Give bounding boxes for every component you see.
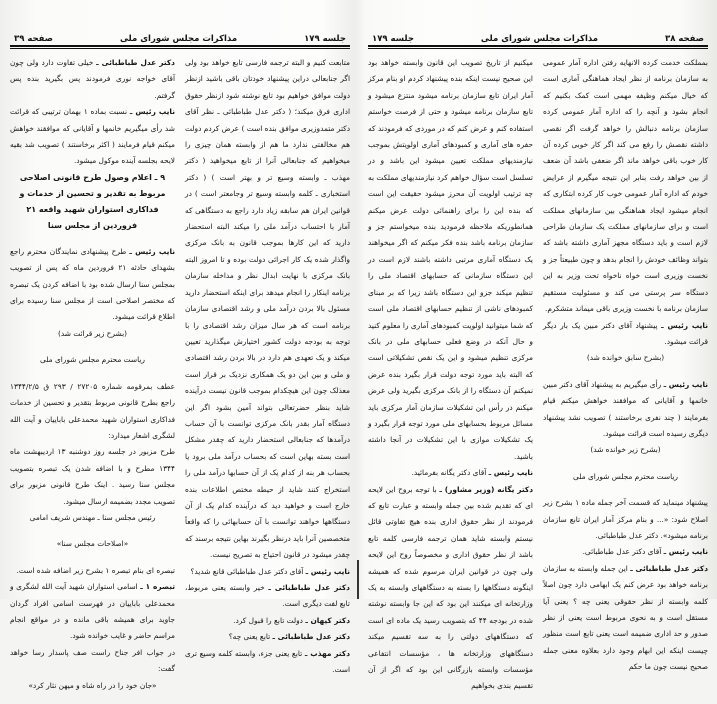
speaker-name: دکتر عدل طباطبائی ـ xyxy=(272,632,350,642)
session-label: جلسه ۱۷۹ xyxy=(304,34,346,44)
speech-paragraph xyxy=(368,465,533,481)
speaker-name: نایب رئیس ـ xyxy=(488,468,533,478)
speech-paragraph xyxy=(368,482,533,695)
speech-paragraph xyxy=(10,104,175,170)
column-right xyxy=(185,55,350,704)
speech-text: تابع یعنی چه؟ xyxy=(228,632,271,642)
body-paragraph: طرح مزبور در جلسه روز دوشنبه ۱۳ اردیبهشت ماه ۱۳۴۴ مطرح و با اضافه شدن یک تبصره بتصویب مجلس سنا رسید . اینک طرح قانونی مزبور برای تصویب مجدد بضمیمه ارسال میشود. xyxy=(10,447,175,506)
speech-paragraph xyxy=(543,544,708,560)
speech-text: آقای دکتر عدل طباطبائی. xyxy=(582,547,662,557)
centered-line: «جان خود را در راه شاه و میهن نثار کرد» xyxy=(28,680,157,690)
speaker-name: دکتر کیهان ـ xyxy=(305,615,350,625)
page-header xyxy=(10,28,350,47)
body-paragraph: پیشنهاد مینماید که قسمت آخر جمله ماده ۱ بشرح زیر اصلاح شود: «... و بنام مرکز آمار ایران تابع سازمان برنامه میشود». دکتر عدل طباطبائی. xyxy=(543,498,708,540)
page-columns xyxy=(10,55,350,704)
session-label: جلسه ۱۷۹ xyxy=(372,34,414,44)
speaker-name: نایب رئیس ـ xyxy=(663,379,708,389)
speaker-name: نایب رئیس ـ xyxy=(129,246,175,256)
speaker-name: نایب رئیس ـ xyxy=(129,107,175,117)
speech-text: تابع یعنی جزء، وابسته کلمه وسیع تری است. xyxy=(185,648,350,675)
spacer xyxy=(543,485,708,495)
body-paragraph: متابعت کنیم و البته ترجمه فارسی تابع خواهد بود ولی اگر جنابعالی دراین پیشنهاد خودتان باقی باشید ازنظر دولت موافق خواهیم بود تابع نوشته شود ازنظر حقوق اداری فرق میکند؛ ( دکتر عدل طباطبائی ـ نظر آقای دکتر متمدوزیری موافق بنده است ) عرض کردم دولت هم مخالفتی ندارد ما هم از وابسته همان چیزی را میخواهیم که جنابعالی آنرا از تابع میخواهید ( دکتر مهذب ـ وابسته وسیع تر و بهتر است ) ( دکتر استخباری ـ کلمه وابسته وسیع تر وجامعتر است ) در قوانین ایران هم سابقه زیاد دارد راجع به دستگاهی که آمار با احتساب درآمد ملی را میکند البته استحضار دارید که این کارها بموجب قانون به بانک مرکزی واگذار شده یک کار اجرائی دولت بوده و تا امروز البته بانک مرکزی با نهایت ابدال نظر و مداخله سازمان برنامه اینکار را انجام میدهد برای اینکه استحضار دارید مسئول بالا بردن درآمد ملی و رشد اقتصادی سازمان برنامه است که هر سال میزان رشد اقتصادی را با توجه به بودجه دولت کشور اختیارش میگذارید تعیین میکند و یک تعهدی هم دارد در بالا بردن رشد اقتصادی و ملی و بین این دو یک همکاری نزدیک بر قرار است معذلک چون این هیچکدام بموجب قانون نیست درآینده شاید بنظر حضرتعالی بتواند آمین بشود اگر این دستگاه آمار بقدر بانک مرکزی توانست با آن حساب درآمدها که جنابعالی استحضار دارید که چقدر مشکل است بسته بهاین است که بحساب درآمد ملی برود یا بحساب هر بنه از کدام یک از آن حسابها درآمد ملی را استخراج کنند شاید از حیطه مختص اطلاعات بنده خارج است و خواهید دید که درآینده کدام یک از آن دستگاهها خواهند توانست با آن حسابهائی را که واقعاً متخصصین آنرا باید درنظر بگیرند بهاین نتیجه برسند که چقدر میشود در قانون احتیاج به تصریح نیست. xyxy=(185,58,350,560)
speech-paragraph xyxy=(185,629,350,645)
speaker-name: تبصره ۱ ـ xyxy=(140,582,175,592)
section-heading: ۹ ـ اعلام وصول طرح قانونی اصلاحی مربوط به تقدیر و تحسین از خدمات و فداکاری استواران شهید واقعه ۲۱ فروردین از مجلس سنا xyxy=(19,172,166,230)
spacer xyxy=(543,459,708,469)
speaker-name: دکتر عدل طباطبائی ـ xyxy=(630,563,708,573)
page-gutter xyxy=(357,560,359,599)
centered-line: ریاست محترم مجلس شورای ملی xyxy=(573,471,678,481)
body-paragraph: عطف بمرقومه شماره ۲۷۲۰۵ / ۲۹۳ ق ۱۳۴۴/۲/۵ راجع بطرح قانونی مربوط بتقدیر و تحسین از خدمات فداکاری استواران شهید محمدعلی باباییان و آیت الله لشگری اشعار میدارد: xyxy=(10,381,175,440)
centered-line: (بشرح سابق خوانده شد) xyxy=(586,353,665,363)
centered-line: ریاست محترم مجلس شورای ملی xyxy=(40,355,145,365)
speech-text: با توجه بروح این لایحه ای که تقدیم شده بین جمله وابسته و عبارت تابع که فرمودند از نظر حقوق اداری بنده هیچ تفاوتی قائل نیستم وابسته شاید همان ترجمه فارسی کلمه تابع باشد از نظر حقوق اداری و مخصوصاً روح این لایحه ولی چون در قوانین ایران مرسوم شده که همیشه اینگونه دستگاهها را بسته به دستگاههای وابسته به یک وزارتخانه ای میکنند این بود که این جا وابسته نوشته شده در بودجه ۴۴ که بتصویب رسید یک ماده ای است که دستگاههای دولتی را به سه تقسیم میکند دستگاههای وزارتخانه ها ، مؤسسات انتفاعی مؤسسات وابسته بازرگانی این بود که اگر از آن تقسیم بندی بخواهیم xyxy=(368,484,533,691)
spacer xyxy=(10,369,175,379)
speaker-name: دکتر عدل طباطبائی ـ xyxy=(96,58,175,67)
speaker-name: دکتر عدل طباطبائی ـ xyxy=(268,583,350,592)
speech-text: آقای دکتر یگانه بفرمائید. xyxy=(411,468,487,478)
speech-text: اسامی استواران شهید آیت الله لشگری و محمدعلی باباییان در فهرست اسامی افراد گردان جاوید برای همیشه باقی مانده و در مواقع انجام مراسم حاضر و غایب خوانده شود. xyxy=(10,582,175,641)
speech-paragraph xyxy=(185,580,350,613)
header-rule xyxy=(368,48,708,49)
speech-paragraph xyxy=(543,377,708,443)
body-paragraph: در جواب افر جناح راست صف پاسدار رسا خواهد گفت: xyxy=(10,647,175,674)
speech-text: آقای دکتر عدل طباطبائی قانع شدید؟ xyxy=(190,566,304,576)
page-number: صفحه ۳۹ xyxy=(14,34,53,44)
speech-paragraph xyxy=(543,318,708,351)
spacer xyxy=(10,526,175,536)
speaker-name: دکتر مهذب ـ xyxy=(304,648,350,658)
journal-title: مذاکرات مجلس شورای ملی xyxy=(480,34,599,44)
speaker-name: نایب رئیس ـ xyxy=(305,566,350,576)
centered-line: (بشرح زیر خوانده شد) xyxy=(590,445,661,455)
left-page xyxy=(10,28,350,690)
body-paragraph: میکنیم از تاریخ تصویب این قانون وابسته خواهد بود این صحیح نیست اینکه بنده پیشنهاد کردم او بنام مرکز آمار ایران تابع سازمان برنامه میشود منتزع میشود و تابع سازمان برنامه میشود و حتی از فرصت خواستم استفاده کنم و عرض کنم که در موردی که فرمودند که حفره های آماری و کمبودهای آماری اولویتش بموجب نیازمندیهای مملکت تعیین میشود این باشد و در تسلسل است سؤال خواهم کرد نیازمندیهای مملکت به چه ترتیب اولویت آن محرز میشود حقیقت این است که بنده این را برای راهنمائی دولت عرض میکنم همانطوریکه ملاحظه فرمودید بنده میخواستم جز و سازمان برنامه باشد بنده فکر میکنم که اگر میخواهند یک دستگاه آماری مرتبی داشته باشند لازم است در این دستگاه سازمانی که حسابهای اقتصاد ملی را تنظیم میکند جزو این دستگاه باشد زیرا که بر مبنای کمبودهای ناشی از تنظیم حسابهای اقتصاد ملی است که شما میتوانید اولویت کمبودهای آماری را معلوم کنید و حال آنکه در وضع فعلی حسابهای ملی در بانک مرکزی تنظیم میشود و این یک نقص تشکیلاتی است که البته باید مورد توجه دولت قرار بگیرد بنده عرض نمیکنم آن دستگاه را از بانک مرکزی بگیرید ولی عرض میکنم در رأس این تشکیلات سازمان آمار مرکزی باید مسائل مربوط بحسابهای ملی مورد توجه قرار بگیرد و یک تشکیلات موازی با این تشکیلات در آنجا داشته باشید. xyxy=(368,58,533,461)
speech-text: طرح پیشنهادی نمایندگان محترم راجع بشهدای حادثه ۲۱ فروردین ماه که پس از تصویب بمجلس سنا ارسال شده بود با اضافه کردن یک تبصره که مختصر اصلاحی است از مجلس سنا رسیده برای اطلاع قرائت میشود. xyxy=(10,246,175,322)
spacer xyxy=(10,553,175,563)
journal-title: مذاکرات مجلس شورای ملی xyxy=(119,34,238,44)
column-left xyxy=(10,55,175,704)
speech-paragraph xyxy=(10,579,175,645)
speech-text: نسبت بماده ۱ بهمان ترتیبی که قرائت شد رأی میگیریم خانمها و آقایانی که موافقند خواهش میکنم قیام فرمایند ( اکثر برخاستند ) تصویب شد بقیه لایحه بجلسه آینده موکول میشود. xyxy=(10,107,175,166)
speech-paragraph xyxy=(185,564,350,580)
header-rule xyxy=(10,48,350,49)
spacer xyxy=(10,342,175,352)
spacer xyxy=(10,234,175,244)
body-paragraph: بمملکت خدمت کرده الانهایه رفتن اداره آمار عمومی به سازمان برنامه از نظر ایجاد هماهنگی آماری است که خیال میکنم وظیفه مهمی است کمک بکنیم که انجام بشود و آنچه را که اداره آمار عمومی کرده سازمان برنامه دنبالش را خواهد گرفت اگر نقصی داشته نقصش را رفع می کند اگر کار خوبی کرده آن کار خوب باقی خواهد ماند اگر ضعفی باشد آن ضعف از بین خواهد رفت بنابر این نتیجه میگیرم از عرایض خودم که اداره آمار عمومی خوب کار کرده ابتکاری که انجام میشود ایجاد هماهنگی بین سازمانهای مملکت است و برای سازمانهای مملکت یک سازمان طراحی لازم است و باید دستگاه مجهز آماری داشته باشد که بتواند وظائف خودش را انجام بدهد و چون طبیعتاً جز و نخست وزیری است خواه ناخواه تحت وزیر به این دستگاه سر پرستی می کند و مسئولیت مستقیم سازمان برنامه با نخست وزیری باقی میماند متشکرم. xyxy=(543,58,708,314)
body-paragraph: تبصره ای بنام تبصره ۱ بشرح زیر اضافه شده است. xyxy=(16,565,175,575)
speech-text: دولت تابع را قبول کرد. xyxy=(233,615,303,625)
right-page xyxy=(368,28,708,691)
spacer xyxy=(543,367,708,377)
page-number: صفحه ۳۸ xyxy=(665,34,704,44)
centered-line: رئیس مجلس سنا ـ مهندس شریف امامی xyxy=(29,512,156,522)
speech-text: پیشنهاد آقای دکتر مبین یک بار دیگر قرائت میشود. xyxy=(543,320,708,346)
spacer xyxy=(10,694,175,704)
page-header xyxy=(368,28,708,47)
centered-line: «اصلاحات مجلس سنا» xyxy=(56,539,129,549)
speaker-name: نایب رئیس ـ xyxy=(661,320,708,330)
speech-paragraph xyxy=(10,244,175,326)
speech-text: خیلی تفاوت دارد ولی چون آقای خواجه نوری فرمودند پس بگیرید بنده پس گرفتم. xyxy=(10,58,175,100)
speech-paragraph xyxy=(185,613,350,629)
speaker-name: دکتر یگانه (وزیر مشاور) ـ xyxy=(439,484,533,494)
speech-paragraph xyxy=(10,55,175,104)
speech-paragraph xyxy=(543,561,708,676)
speech-paragraph xyxy=(185,646,350,679)
speech-text: خیر وابسته یعنی مربوط، تابع لفت دیگری است. xyxy=(185,583,350,609)
speaker-name: نایب رئیس ـ xyxy=(663,547,708,557)
speech-text: این جمله وابسته به سازمان برنامه خواهد بود عرض کنم یک ابهامی دارد چون اصلاً کلمه وابسته از نظر حقوقی یعنی چه ؟ یعنی آیا مستقل است و به نحوی مربوط است یعنی از نظر صدور و حد اداری ضمیمه است یعنی تابع است منظور چیست اینکه این ابهام وجود دارد بعلاوه معنی جمله صحیح نیست چون ما حکم xyxy=(543,563,708,672)
speech-text: رأی میگیریم به پیشنهاد آقای دکتر مبین خانمها و آقایانی که موافقند خواهش میکنم قیام بفرمایند ( چند نفری برخاستند ) تصویب نشد پیشنهاد دیگری رسیده است قرائت میشود. xyxy=(543,379,708,438)
centered-line: (بشرح زیر قرائت شد) xyxy=(57,328,128,338)
